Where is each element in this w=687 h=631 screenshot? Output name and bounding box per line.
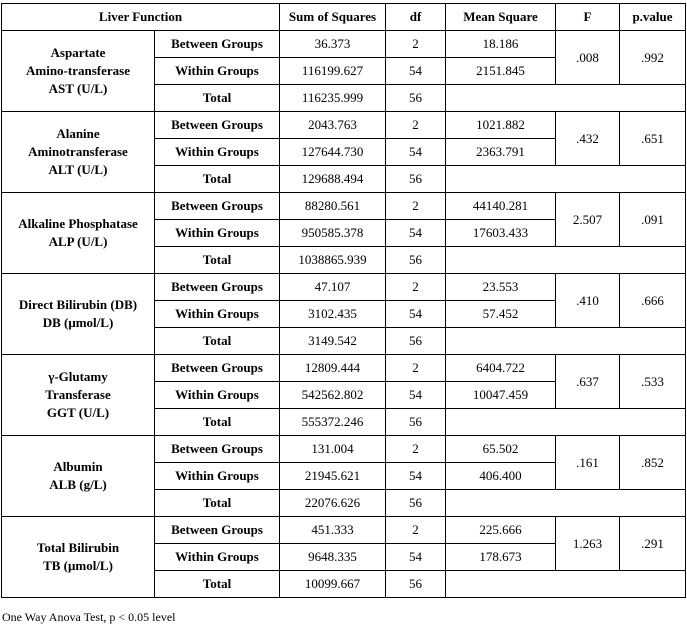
source-cell: Total <box>155 490 280 517</box>
empty-cell <box>446 166 686 193</box>
mean-square-cell: 17603.433 <box>446 220 556 247</box>
df-cell: 2 <box>386 31 446 58</box>
measure-name-line: Direct Bilirubin (DB) <box>18 297 138 312</box>
mean-square-cell: 23.553 <box>446 274 556 301</box>
df-cell: 2 <box>386 274 446 301</box>
df-cell: 54 <box>386 139 446 166</box>
measure-name-line: Amino-transferase <box>26 63 130 78</box>
source-cell: Within Groups <box>155 58 280 85</box>
table-row <box>2 274 686 301</box>
df-cell: 2 <box>386 436 446 463</box>
measure-name-line: Total Bilirubin <box>36 540 120 555</box>
table-row <box>2 31 686 58</box>
df-cell: 2 <box>386 355 446 382</box>
header-row <box>2 4 686 31</box>
df-cell: 56 <box>386 328 446 355</box>
source-cell: Within Groups <box>155 301 280 328</box>
sum-of-squares-cell: 3102.435 <box>280 301 386 328</box>
df-cell: 56 <box>386 409 446 436</box>
header-sum-of-squares: Sum of Squares <box>280 4 386 31</box>
sum-of-squares-cell: 10099.667 <box>280 571 386 598</box>
mean-square-cell: 65.502 <box>446 436 556 463</box>
source-cell: Between Groups <box>155 355 280 382</box>
measure-name <box>2 517 155 598</box>
source-cell: Between Groups <box>155 193 280 220</box>
anova-table <box>1 3 686 598</box>
source-cell: Within Groups <box>155 544 280 571</box>
measure-name-line: ALB (g/L) <box>49 477 107 492</box>
p-value-cell: .992 <box>620 31 686 85</box>
sum-of-squares-cell: 47.107 <box>280 274 386 301</box>
mean-square-cell: 2151.845 <box>446 58 556 85</box>
sum-of-squares-cell: 127644.730 <box>280 139 386 166</box>
source-cell: Within Groups <box>155 463 280 490</box>
f-value-cell: .410 <box>556 274 620 328</box>
empty-cell <box>446 247 686 274</box>
sum-of-squares-cell: 129688.494 <box>280 166 386 193</box>
header-p-value: p.value <box>620 4 686 31</box>
sum-of-squares-cell: 12809.444 <box>280 355 386 382</box>
source-cell: Total <box>155 409 280 436</box>
sum-of-squares-cell: 131.004 <box>280 436 386 463</box>
sum-of-squares-cell: 88280.561 <box>280 193 386 220</box>
f-value-cell: .008 <box>556 31 620 85</box>
source-cell: Total <box>155 166 280 193</box>
empty-cell <box>446 571 686 598</box>
measure-name-line: ALP (U/L) <box>48 234 108 249</box>
measure-name-line: Alanine <box>56 126 100 141</box>
measure-name-line: AST (U/L) <box>48 81 108 96</box>
header-df: df <box>386 4 446 31</box>
source-cell: Total <box>155 85 280 112</box>
f-value-cell: .161 <box>556 436 620 490</box>
empty-cell <box>446 490 686 517</box>
header-liver-function: Liver Function <box>2 4 280 31</box>
df-cell: 2 <box>386 112 446 139</box>
measure-name-line: GGT (U/L) <box>46 405 110 420</box>
table-row <box>2 436 686 463</box>
empty-cell <box>446 328 686 355</box>
mean-square-cell: 178.673 <box>446 544 556 571</box>
measure-name-line: γ-Glutamy <box>48 369 108 384</box>
source-cell: Between Groups <box>155 31 280 58</box>
measure-name-line: Transferase <box>45 387 111 402</box>
f-value-cell: 1.263 <box>556 517 620 571</box>
df-cell: 54 <box>386 58 446 85</box>
header-f: F <box>556 4 620 31</box>
measure-name-line: TB (μmol/L) <box>43 558 113 573</box>
df-cell: 54 <box>386 382 446 409</box>
df-cell: 56 <box>386 571 446 598</box>
source-cell: Within Groups <box>155 139 280 166</box>
table-row <box>2 355 686 382</box>
f-value-cell: .637 <box>556 355 620 409</box>
df-cell: 56 <box>386 85 446 112</box>
mean-square-cell: 57.452 <box>446 301 556 328</box>
measure-name-line: DB (μmol/L) <box>42 315 114 330</box>
sum-of-squares-cell: 22076.626 <box>280 490 386 517</box>
measure-name-line: Aspartate <box>50 45 106 60</box>
mean-square-cell: 1021.882 <box>446 112 556 139</box>
table-row <box>2 112 686 139</box>
df-cell: 56 <box>386 166 446 193</box>
mean-square-cell: 44140.281 <box>446 193 556 220</box>
footnote: One Way Anova Test, p < 0.05 level <box>2 610 176 624</box>
measure-name <box>2 274 155 355</box>
sum-of-squares-cell: 950585.378 <box>280 220 386 247</box>
sum-of-squares-cell: 542562.802 <box>280 382 386 409</box>
sum-of-squares-cell: 2043.763 <box>280 112 386 139</box>
sum-of-squares-cell: 21945.621 <box>280 463 386 490</box>
p-value-cell: .291 <box>620 517 686 571</box>
sum-of-squares-cell: 451.333 <box>280 517 386 544</box>
measure-name <box>2 112 155 193</box>
source-cell: Within Groups <box>155 220 280 247</box>
measure-name <box>2 355 155 436</box>
sum-of-squares-cell: 3149.542 <box>280 328 386 355</box>
measure-name-line: ALT (U/L) <box>48 162 108 177</box>
empty-cell <box>446 85 686 112</box>
source-cell: Between Groups <box>155 112 280 139</box>
table-row <box>2 517 686 544</box>
f-value-cell: .432 <box>556 112 620 166</box>
df-cell: 56 <box>386 490 446 517</box>
measure-name <box>2 31 155 112</box>
anova-body <box>2 4 686 598</box>
source-cell: Total <box>155 328 280 355</box>
mean-square-cell: 10047.459 <box>446 382 556 409</box>
mean-square-cell: 2363.791 <box>446 139 556 166</box>
df-cell: 2 <box>386 517 446 544</box>
df-cell: 2 <box>386 193 446 220</box>
sum-of-squares-cell: 36.373 <box>280 31 386 58</box>
sum-of-squares-cell: 9648.335 <box>280 544 386 571</box>
mean-square-cell: 18.186 <box>446 31 556 58</box>
df-cell: 54 <box>386 463 446 490</box>
f-value-cell: 2.507 <box>556 193 620 247</box>
source-cell: Within Groups <box>155 382 280 409</box>
source-cell: Total <box>155 571 280 598</box>
table-row <box>2 193 686 220</box>
p-value-cell: .666 <box>620 274 686 328</box>
df-cell: 54 <box>386 301 446 328</box>
mean-square-cell: 225.666 <box>446 517 556 544</box>
source-cell: Total <box>155 247 280 274</box>
measure-name-line: Alkaline Phosphatase <box>18 216 138 231</box>
df-cell: 54 <box>386 220 446 247</box>
mean-square-cell: 406.400 <box>446 463 556 490</box>
df-cell: 54 <box>386 544 446 571</box>
source-cell: Between Groups <box>155 517 280 544</box>
sum-of-squares-cell: 116199.627 <box>280 58 386 85</box>
sum-of-squares-cell: 1038865.939 <box>280 247 386 274</box>
source-cell: Between Groups <box>155 436 280 463</box>
sum-of-squares-cell: 555372.246 <box>280 409 386 436</box>
measure-name <box>2 436 155 517</box>
sum-of-squares-cell: 116235.999 <box>280 85 386 112</box>
df-cell: 56 <box>386 247 446 274</box>
header-mean-square: Mean Square <box>446 4 556 31</box>
measure-name-line: Aminotransferase <box>28 144 128 159</box>
measure-name <box>2 193 155 274</box>
p-value-cell: .651 <box>620 112 686 166</box>
source-cell: Between Groups <box>155 274 280 301</box>
empty-cell <box>446 409 686 436</box>
p-value-cell: .091 <box>620 193 686 247</box>
measure-name-line: Albumin <box>53 459 103 474</box>
p-value-cell: .852 <box>620 436 686 490</box>
mean-square-cell: 6404.722 <box>446 355 556 382</box>
p-value-cell: .533 <box>620 355 686 409</box>
